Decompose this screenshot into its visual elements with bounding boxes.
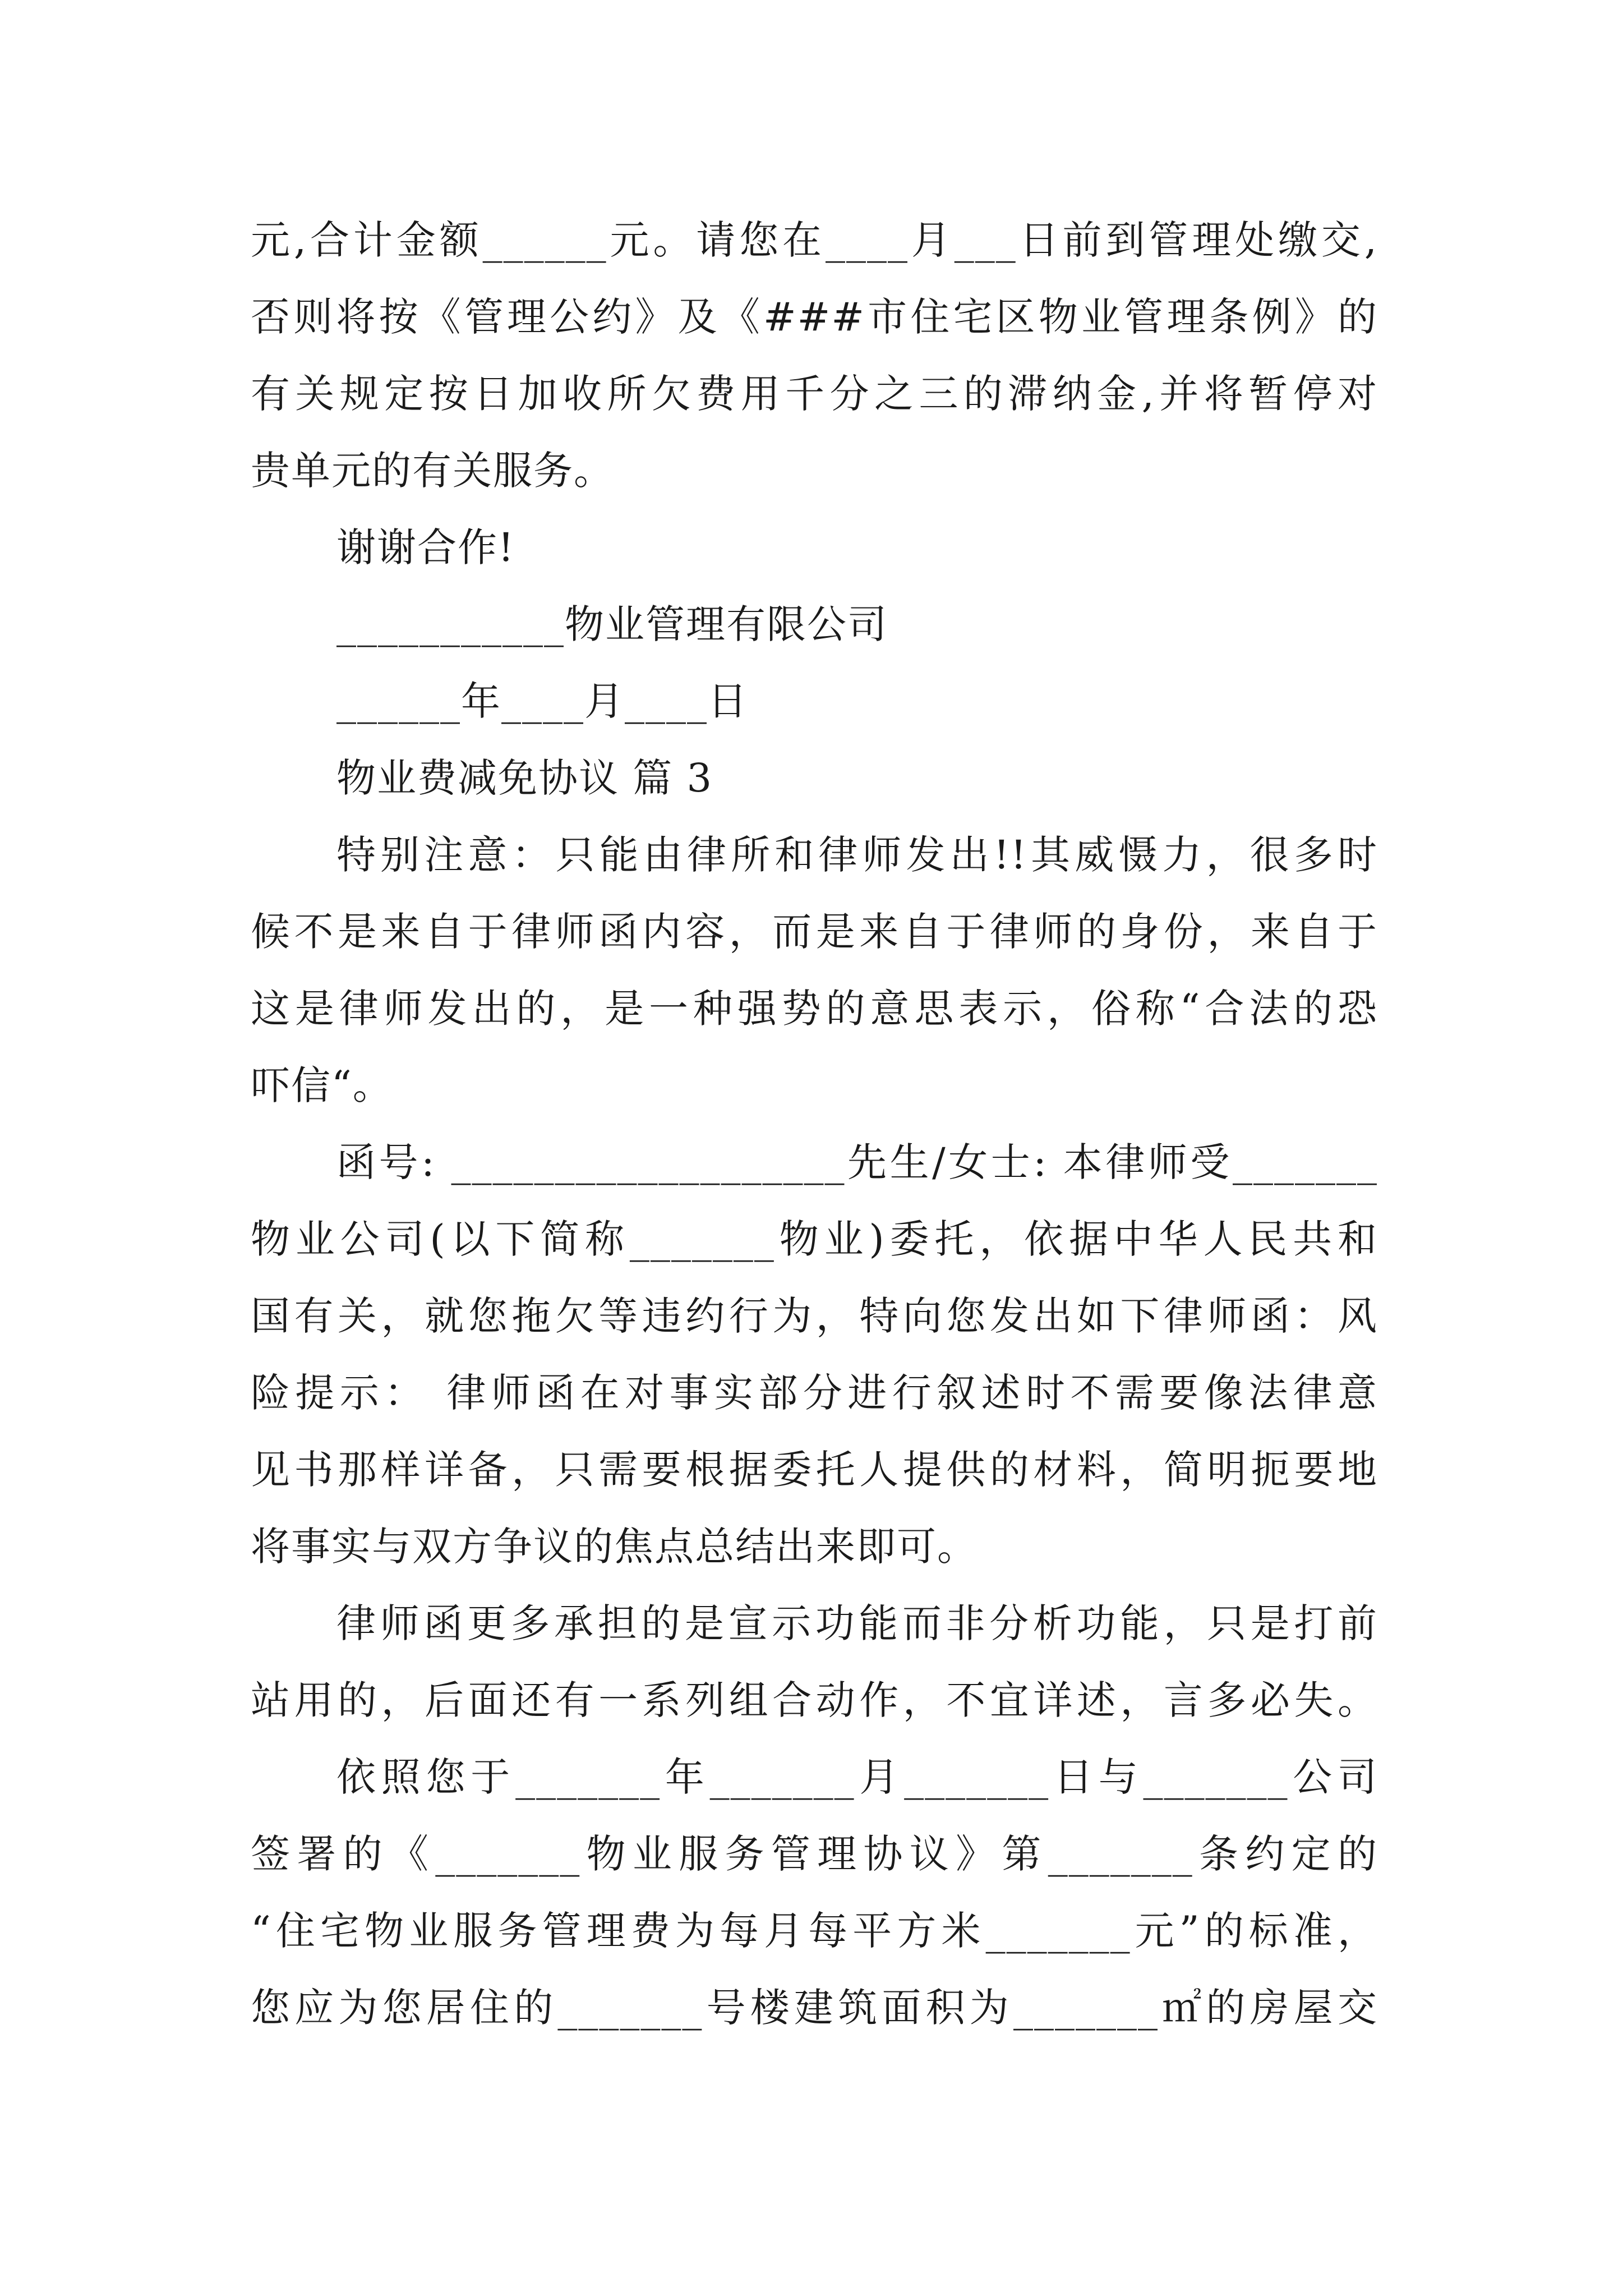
signature-company: ___________物业管理有限公司 [336, 601, 888, 647]
text-line: 这是律师发出的，是一种强势的意思表示，俗称“合法的恐 [251, 986, 1378, 1032]
text-line: 您应为您居住的_______号楼建筑面积为_______㎡的房屋交 [251, 1985, 1378, 2031]
section-heading: 物业费减免协议 篇 3 [336, 755, 713, 801]
text-line: 律师函更多承担的是宣示功能而非分析功能，只是打前 [336, 1600, 1378, 1646]
text-line: 物业公司(以下简称_______物业)委托，依据中华人民共和 [251, 1216, 1378, 1262]
text-line: 特别注意：只能由律所和律师发出!!其威慑力，很多时 [336, 832, 1378, 878]
text-line: 国有关，就您拖欠等违约行为，特向您发出如下律师函：风 [251, 1293, 1378, 1339]
text-line: 函号: ___________________先生/女士: 本律师受_______ [336, 1139, 1378, 1185]
text-line: 候不是来自于律师函内容，而是来自于律师的身份，来自于 [251, 909, 1378, 955]
text-line: 否则将按《管理公约》及《###市住宅区物业管理条例》的 [251, 294, 1378, 340]
text-line: 吓信“。 [251, 1062, 393, 1108]
text-line: “住宅物业服务管理费为每月每平方米_______元”的标准， [251, 1908, 1378, 1954]
text-line: 签署的《_______物业服务管理协议》第_______条约定的 [251, 1831, 1378, 1877]
text-line: 将事实与双方争议的焦点总结出来即可。 [251, 1524, 978, 1570]
text-line: 有关规定按日加收所欠费用千分之三的滞纳金,并将暂停对 [251, 371, 1378, 417]
signature-date: ______年____月____日 [336, 678, 748, 724]
text-line: 站用的，后面还有一系列组合动作，不宜详述，言多必失。 [251, 1677, 1378, 1723]
text-line: 依照您于_______年_______月_______日与_______公司 [336, 1754, 1378, 1800]
closing-thanks: 谢谢合作! [336, 524, 515, 570]
text-line: 贵单元的有关服务。 [251, 448, 614, 494]
text-line: 元,合计金额______元。请您在____月___日前到管理处缴交, [251, 217, 1378, 263]
text-line: 见书那样详备，只需要根据委托人提供的材料，简明扼要地 [251, 1447, 1378, 1493]
text-line: 险提示： 律师函在对事实部分进行叙述时不需要像法律意 [251, 1370, 1378, 1416]
